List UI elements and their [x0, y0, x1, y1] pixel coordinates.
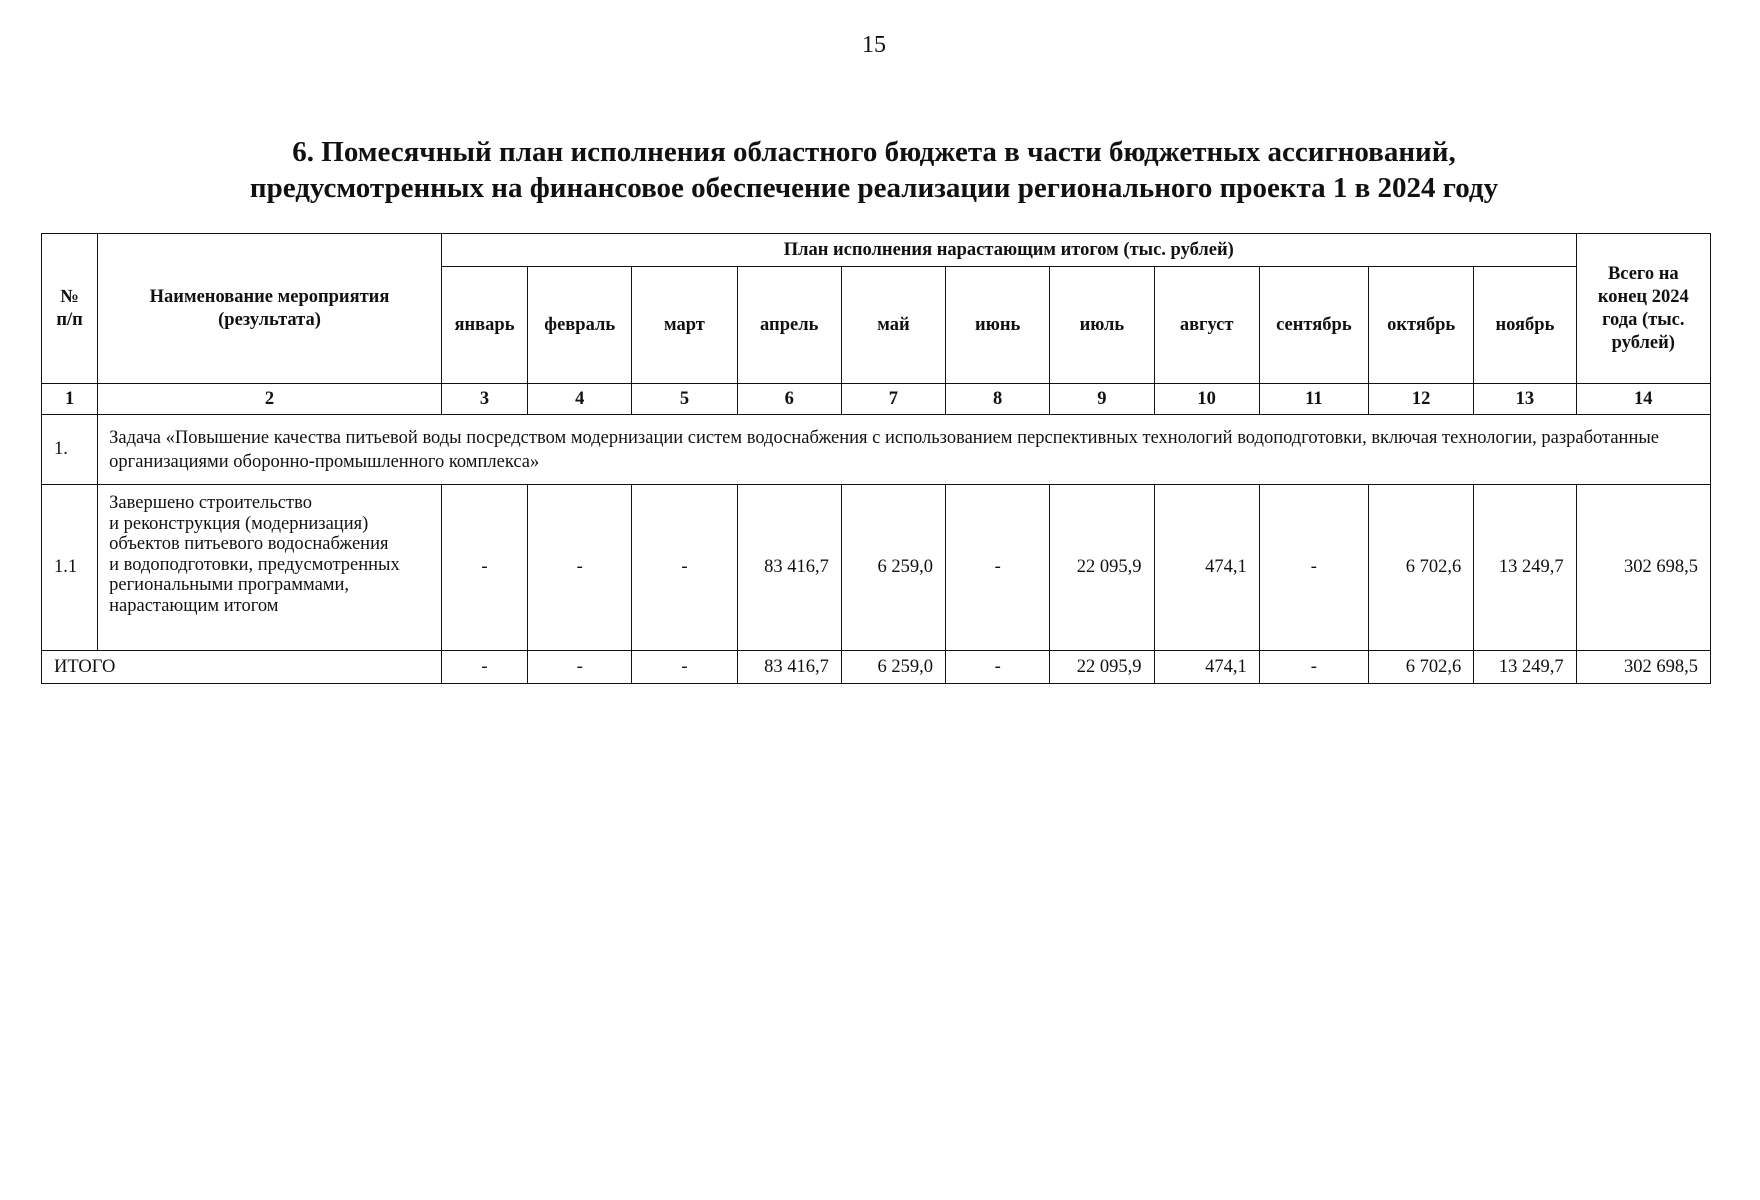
activity-month-value: 474,1 [1154, 485, 1259, 651]
grand-month-value: 6 259,0 [841, 651, 945, 684]
header-month: июль [1050, 267, 1154, 384]
column-number: 9 [1050, 384, 1154, 415]
grand-month-value: 22 095,9 [1050, 651, 1154, 684]
header-month: февраль [528, 267, 632, 384]
activity-month-value: 22 095,9 [1050, 485, 1154, 651]
grand-month-value: - [1259, 651, 1368, 684]
title-line-1: 6. Помесячный план исполнения областного бюджета в части бюджетных ассигнований, [292, 136, 1456, 168]
column-number: 14 [1576, 384, 1710, 415]
column-number: 7 [841, 384, 945, 415]
activity-month-value: 13 249,7 [1474, 485, 1576, 651]
total-row [42, 651, 1711, 684]
activity-number: 1.1 [42, 485, 98, 651]
column-number: 11 [1259, 384, 1368, 415]
activity-row [42, 485, 1711, 651]
activity-month-value: - [441, 485, 527, 651]
column-number: 1 [42, 384, 98, 415]
activity-name-line: региональными программами, [109, 575, 350, 595]
activity-total-value: 302 698,5 [1576, 485, 1710, 651]
budget-plan-table [41, 233, 1711, 684]
grand-month-value: 13 249,7 [1474, 651, 1576, 684]
grand-total-value: 302 698,5 [1576, 651, 1710, 684]
task-description: Задача «Повышение качества питьевой воды посредством модернизации систем водоснабжения с использованием перспективных технологий водоподготовки, включая технологии, разработанные организациями оборонно-промышленного комплекса» [98, 415, 1711, 485]
header-month: сентябрь [1259, 267, 1368, 384]
column-number: 6 [737, 384, 841, 415]
column-number: 8 [946, 384, 1050, 415]
activity-month-value: - [528, 485, 632, 651]
header-month: апрель [737, 267, 841, 384]
header-month: май [841, 267, 945, 384]
activity-name-line: Завершено строительство [109, 493, 312, 513]
activity-name-line: и водоподготовки, предусмотренных [109, 554, 400, 575]
activity-month-value: 6 702,6 [1369, 485, 1474, 651]
header-month: ноябрь [1474, 267, 1576, 384]
grand-month-value: 83 416,7 [737, 651, 841, 684]
activity-name-line: и реконструкция (модернизация) [109, 513, 369, 534]
header-row-number: № п/п [42, 234, 98, 384]
header-month: август [1154, 267, 1259, 384]
document-title [0, 134, 1748, 206]
grand-month-value: 6 702,6 [1369, 651, 1474, 684]
grand-month-value: - [441, 651, 527, 684]
task-number: 1. [42, 415, 98, 485]
header-row-1 [42, 234, 1711, 267]
task-row [42, 415, 1711, 485]
activity-month-value: - [1259, 485, 1368, 651]
header-month: октябрь [1369, 267, 1474, 384]
grand-month-value: 474,1 [1154, 651, 1259, 684]
column-number-row [42, 384, 1711, 415]
header-month: июнь [946, 267, 1050, 384]
column-number: 4 [528, 384, 632, 415]
activity-name-line: объектов питьевого водоснабжения [109, 534, 389, 554]
header-plan-group: План исполнения нарастающим итогом (тыс. рублей) [441, 234, 1576, 267]
page-number: 15 [862, 32, 886, 58]
activity-name-line: нарастающим итогом [109, 595, 279, 616]
column-number: 13 [1474, 384, 1576, 415]
total-label: ИТОГО [42, 651, 442, 684]
header-activity-name: Наименование мероприятия (результата) [98, 234, 442, 384]
activity-month-value: 6 259,0 [841, 485, 945, 651]
header-month: март [632, 267, 737, 384]
column-number: 12 [1369, 384, 1474, 415]
column-number: 5 [632, 384, 737, 415]
header-month: январь [441, 267, 527, 384]
grand-month-value: - [632, 651, 737, 684]
column-number: 10 [1154, 384, 1259, 415]
title-line-2: предусмотренных на финансовое обеспечение реализации регионального проекта 1 в 2024 году [249, 172, 1499, 204]
column-number: 2 [98, 384, 442, 415]
grand-month-value: - [528, 651, 632, 684]
activity-month-value: - [946, 485, 1050, 651]
column-number: 3 [441, 384, 527, 415]
activity-name [98, 485, 442, 651]
grand-month-value: - [946, 651, 1050, 684]
activity-month-value: 83 416,7 [737, 485, 841, 651]
activity-month-value: - [632, 485, 737, 651]
header-total: Всего на конец 2024 года (тыс. рублей) [1576, 234, 1710, 384]
